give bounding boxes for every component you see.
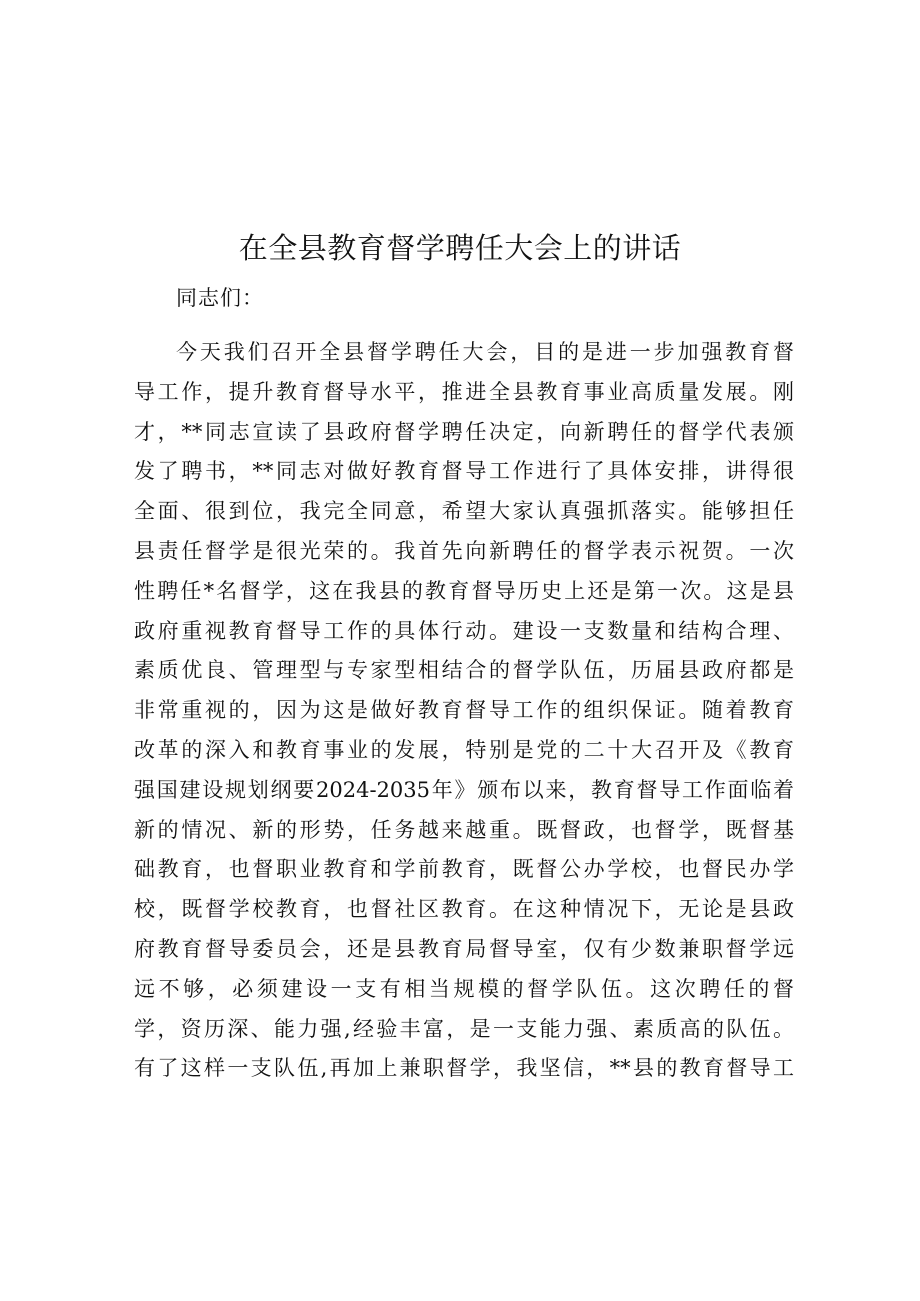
paragraph-line: 县责任督学是很光荣的。我首先向新聘任的督学表示祝贺。一次 [134, 538, 794, 563]
paragraph-line: 府教育督导委员会，还是县教育局督导室，仅有少数兼职督学远 [134, 936, 794, 961]
paragraph-line: 强国建设规划纲要2024-2035年》颁布以来，教育督导工作面临着 [134, 777, 794, 802]
paragraph-line: 有了这样一支队伍,再加上兼职督学，我坚信，**县的教育督导工 [134, 1056, 794, 1081]
salutation: 同志们： [176, 286, 264, 310]
paragraph-line: 改革的深入和教育事业的发展，特别是党的二十大召开及《教育 [134, 737, 794, 762]
paragraph-line: 性聘任*名督学，这在我县的教育督导历史上还是第一次。这是县 [134, 578, 794, 603]
paragraph-line: 新的情况、新的形势，任务越来越重。既督政，也督学，既督基 [134, 817, 794, 842]
paragraph-line: 发了聘书，**同志对做好教育督导工作进行了具体安排，讲得很 [134, 459, 794, 484]
paragraph-line: 素质优良、管理型与专家型相结合的督学队伍，历届县政府都是 [134, 658, 794, 683]
paragraph-line: 今天我们召开全县督学聘任大会，目的是进一步加强教育督 [176, 340, 794, 364]
paragraph-line: 才，**同志宣读了县政府督学聘任决定，向新聘任的督学代表颁 [134, 419, 794, 444]
paragraph-line: 远不够，必须建设一支有相当规模的督学队伍。这次聘任的督 [134, 976, 794, 1001]
document-title: 在全县教育督学聘任大会上的讲话 [238, 231, 682, 265]
paragraph-line: 导工作，提升教育督导水平，推进全县教育事业高质量发展。刚 [134, 379, 794, 404]
paragraph-line: 全面、很到位，我完全同意，希望大家认真强抓落实。能够担任 [134, 499, 794, 524]
paragraph-line: 础教育，也督职业教育和学前教育，既督公办学校，也督民办学 [134, 857, 794, 882]
paragraph-line: 校，既督学校教育，也督社区教育。在这种情况下，无论是县政 [134, 897, 794, 922]
paragraph-line: 非常重视的，因为这是做好教育督导工作的组织保证。随着教育 [134, 698, 794, 723]
paragraph-line: 学，资历深、能力强,经验丰富，是一支能力强、素质高的队伍。 [134, 1016, 794, 1041]
paragraph-line: 政府重视教育督导工作的具体行动。建设一支数量和结构合理、 [134, 618, 794, 643]
body-paragraph [134, 333, 794, 1089]
